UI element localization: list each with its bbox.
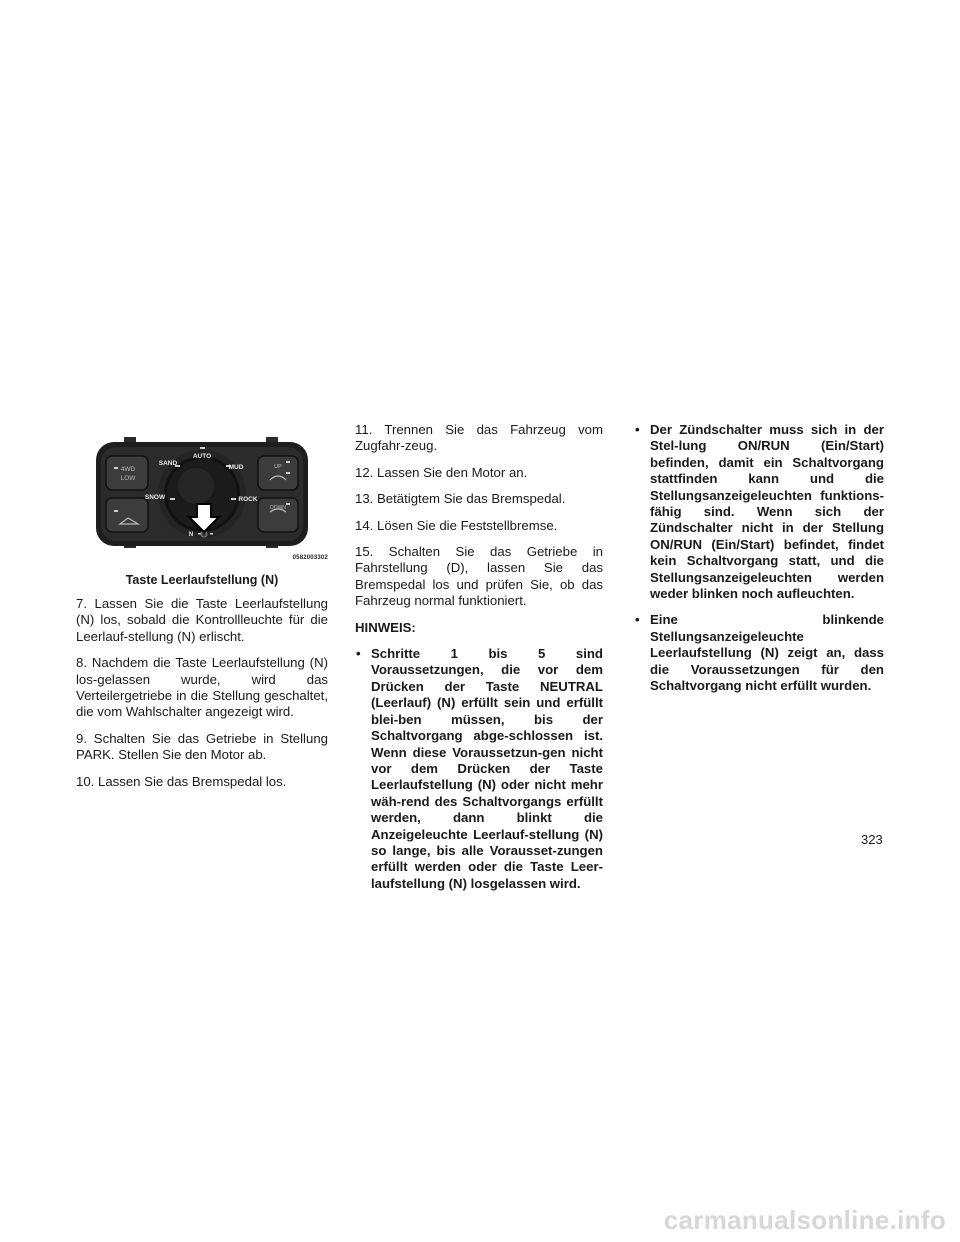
label-sand: SAND [158, 460, 178, 467]
page-number: 323 [861, 832, 883, 847]
note-bullet-text: Schritte 1 bis 5 sind Voraussetzungen, die vor dem Drücken der Taste NEUTRAL (Leerlauf) (N) erfüllt sein und erfüllt blei-ben müssen, bis der Schaltvorgang abge-schlossen ist. Wenn diese Voraussetzun-gen nicht vor dem Drücken der Taste Leerlaufstellung (N) oder nicht mehr wäh-rend des Schaltvorgangs erfüllt werden, dann blinkt die Anzeigeleuchte Leerlauf-stellung (N) so lange, bis alle Vorausset-zungen erfüllt werden oder die Taste Leer-laufstellung (N) losgelassen wird. [371, 646, 603, 891]
label-up: UP [274, 464, 282, 470]
note-bullet [355, 646, 603, 892]
figure-caption: Taste Leerlaufstellung (N) [125, 573, 279, 587]
step-15: 15. Schalten Sie das Getriebe in Fahrstellung (D), lassen Sie das Bremspedal los und prüfen Sie, ob das Fahrzeug normal funktioniert. [355, 544, 603, 609]
column-right [634, 422, 884, 705]
label-rock: ROCK [238, 496, 258, 503]
step-11: 11. Trennen Sie das Fahrzeug vom Zugfahr-zeug. [355, 422, 603, 454]
bullet-icon: • [635, 612, 640, 628]
label-4wd: 4WD [120, 466, 136, 473]
label-mud: MUD [228, 464, 244, 471]
note-bullet-text: Eine blinkende Stellungsanzeigeleuchte Leerlaufstellung (N) zeigt an, dass die Voraussetzungen für den Schaltvorgang nicht erfüllt wurden. [650, 612, 884, 694]
bullet-icon: • [635, 422, 640, 437]
step-13: 13. Betätigtem Sie das Bremspedal. [355, 491, 566, 507]
bullet-icon: • [356, 646, 361, 662]
step-12: 12. Lassen Sie den Motor an. [355, 464, 528, 480]
column-middle [355, 422, 603, 902]
label-snow: SNOW [144, 494, 166, 501]
watermark: carmanualsonline.info [663, 1205, 946, 1235]
selector-switch-illustration [76, 420, 328, 588]
note-heading: HINWEIS: [355, 619, 416, 635]
figure-id: 0582003302 [292, 555, 328, 561]
step-9: 9. Schalten Sie das Getriebe in Stellung PARK. Stellen Sie den Motor ab. [76, 730, 328, 763]
note-bullet [634, 612, 884, 694]
step-7: 7. Lassen Sie die Taste Leerlaufstellung (N) los, sobald die Kontrollleuchte für die Leerlauf-stellung (N) erlischt. [76, 596, 328, 644]
selector-figure [76, 420, 328, 588]
label-low: LOW [120, 475, 136, 482]
note-bullet [634, 422, 884, 602]
label-n: N [188, 532, 194, 538]
step-8: 8. Nachdem die Taste Leerlaufstellung (N) los-gelassen wurde, wird das Verteilergetriebe in die Stellung geschaltet, die vom Wahlschalter angezeigt wird. [76, 655, 328, 720]
step-10: 10. Lassen Sie das Bremspedal los. [76, 773, 287, 789]
label-down: DOWN [270, 505, 286, 511]
step-14: 14. Lösen Sie die Feststellbremse. [355, 517, 558, 533]
label-auto: AUTO [192, 453, 212, 460]
note-bullet-text: Der Zündschalter muss sich in der Stel-lung ON/RUN (Ein/Start) befinden, damit ein Schaltvorgang stattfinden kann und die Stellungsanzeigeleuchten funktions-fähig sind. Wenn sich der Zündschalter nicht in der Stellung ON/RUN (Ein/Start) befindet, findet kein Schaltvorgang statt, und die Stellungsanzeigeleuchten werden weder blinken noch aufleuchten. [650, 422, 884, 602]
